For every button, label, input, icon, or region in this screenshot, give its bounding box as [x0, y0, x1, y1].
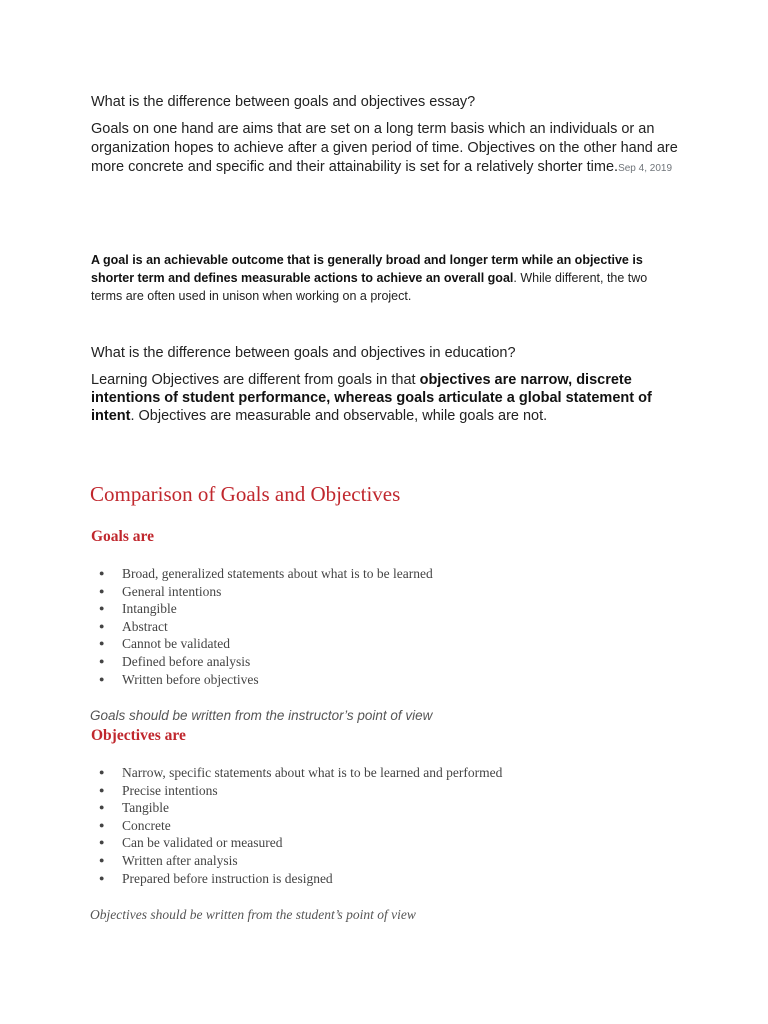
objectives-heading: Objectives are	[91, 727, 186, 744]
list-item-text: Concrete	[122, 817, 171, 833]
list-item-text: Precise intentions	[122, 782, 218, 798]
list-item-text: Narrow, specific statements about what is to be learned and performed	[122, 765, 503, 780]
bullet-icon: ●	[99, 585, 105, 596]
bullet-icon: ●	[99, 655, 105, 666]
list-item-text: Defined before analysis	[122, 653, 251, 669]
list-item-text: Tangible	[122, 800, 170, 816]
answer-essay	[91, 120, 691, 178]
list-item	[97, 600, 433, 618]
list-item	[97, 635, 433, 653]
comparison-title: Comparison of Goals and Objectives	[90, 482, 401, 506]
bullet-icon: ●	[99, 819, 105, 830]
goals-heading: Goals are	[91, 528, 154, 545]
goal-definition-rest: While different, the two terms are often used in unison when working on a project.	[91, 271, 648, 303]
list-item-text: Can be validated or measured	[122, 835, 283, 851]
goals-note: Goals should be written from the instructor’s point of view	[90, 708, 433, 723]
bullet-icon: ●	[99, 620, 105, 631]
list-item	[97, 565, 433, 583]
goal-definition-period: .	[513, 271, 517, 285]
goal-definition-bold: A goal is an achievable outcome that is generally broad and longer term while an objective is shorter term and defines measurable actions to achieve an overall goal	[91, 253, 643, 285]
list-item	[97, 653, 433, 671]
objectives-list	[97, 764, 502, 887]
bullet-icon: ●	[99, 854, 105, 865]
bullet-icon: ●	[99, 603, 105, 614]
list-item-text: Written before objectives	[122, 671, 259, 687]
list-item	[97, 671, 433, 689]
list-item	[97, 764, 502, 782]
list-item-text: General intentions	[122, 583, 222, 599]
list-item-text: Cannot be validated	[122, 636, 230, 652]
list-item-text: Prepared before instruction is designed	[122, 870, 333, 886]
answer-essay-text: Goals on one hand are aims that are set on a long term basis which an individuals or an organization hopes to achieve after a given period of time. Objectives on the other hand are more concrete and specific and their attainability is set for a relatively shorter time.	[91, 121, 678, 175]
list-item	[97, 583, 433, 601]
answer-education-prefix: Learning Objectives are different from goals in that	[91, 372, 420, 388]
objectives-note: Objectives should be written from the student’s point of view	[90, 907, 416, 922]
list-item	[97, 799, 502, 817]
question-education: What is the difference between goals and objectives in education?	[91, 345, 516, 361]
answer-education	[91, 371, 691, 425]
list-item	[97, 618, 433, 636]
answer-education-bold: objectives are narrow, discrete intentions of student performance, whereas goals articulate a global statement of intent	[91, 372, 652, 424]
list-item	[97, 782, 502, 800]
list-item	[97, 852, 502, 870]
answer-education-suffix: . Objectives are measurable and observable, while goals are not.	[130, 408, 548, 424]
goal-definition	[91, 251, 671, 305]
list-item-text: Intangible	[122, 601, 177, 617]
bullet-icon: ●	[99, 673, 105, 684]
list-item	[97, 870, 502, 888]
question-essay: What is the difference between goals and objectives essay?	[91, 94, 476, 110]
bullet-icon: ●	[99, 872, 105, 883]
bullet-icon: ●	[99, 767, 105, 777]
list-item	[97, 834, 502, 852]
list-item-text: Abstract	[122, 618, 168, 634]
bullet-icon: ●	[99, 568, 105, 578]
bullet-icon: ●	[99, 802, 105, 813]
list-item-text: Broad, generalized statements about what is to be learned	[122, 566, 433, 581]
goals-list	[97, 565, 433, 688]
bullet-icon: ●	[99, 837, 105, 848]
bullet-icon: ●	[99, 638, 105, 649]
list-item	[97, 817, 502, 835]
bullet-icon: ●	[99, 784, 105, 795]
answer-date: Sep 4, 2019	[618, 163, 673, 174]
list-item-text: Written after analysis	[122, 852, 238, 868]
